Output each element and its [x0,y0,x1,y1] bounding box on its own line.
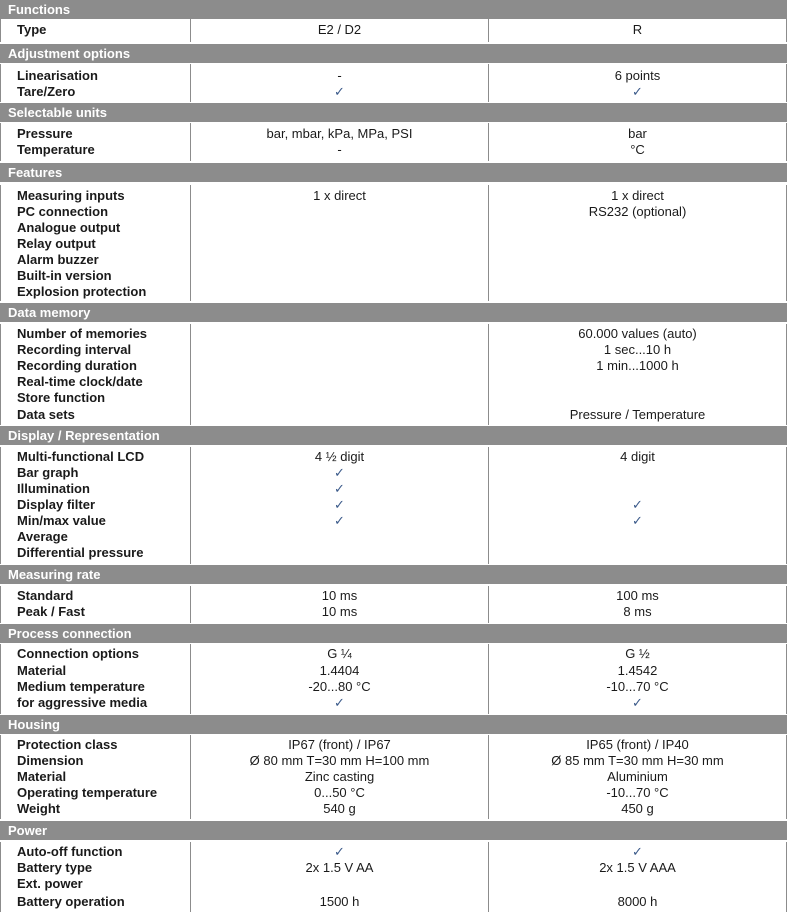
section-header: Functions [0,0,787,19]
e2-d2-column [191,19,489,42]
row-value: -20...80 °C [308,679,371,694]
checkmark-icon: ✓ [334,513,345,528]
section-body [0,586,787,623]
section-header: Measuring rate [0,565,787,584]
e2-d2-column [191,644,489,714]
label-column [1,447,191,564]
section-header: Adjustment options [0,44,787,63]
row-value: -10...70 °C [606,785,669,800]
section-header: Data memory [0,303,787,322]
r-column [489,447,786,564]
checkmark-icon: ✓ [334,465,345,480]
row-label: Type [17,22,47,37]
row-label: Linearisation [17,68,98,83]
row-value: 1.4404 [319,663,360,678]
r-column [489,19,786,42]
row-label: Average [17,529,68,544]
row-label: Operating temperature [17,785,158,800]
row-label: Real-time clock/date [17,374,143,389]
row-value: 1 min...1000 h [596,358,679,373]
row-label: Connection options [17,646,140,661]
section-header: Process connection [0,624,787,643]
checkmark-icon: ✓ [334,695,345,710]
section-header: Selectable units [0,103,787,122]
row-value: 4 ½ digit [314,449,365,464]
row-label: Protection class [17,737,118,752]
row-value: RS232 (optional) [588,204,687,219]
checkmark-icon: ✓ [334,844,345,859]
row-value: Pressure / Temperature [569,407,706,422]
row-label: Number of memories [17,326,148,341]
row-label: Auto-off function [17,844,123,859]
row-value: -10...70 °C [606,679,669,694]
row-value: G ¼ [327,646,352,661]
section-header: Features [0,163,787,182]
row-value: bar [628,126,647,141]
row-value: 4 digit [620,449,655,464]
label-column [1,185,191,301]
section-body [0,123,787,161]
row-value: IP65 (front) / IP40 [586,737,689,752]
row-label: Material [17,769,67,784]
row-value: 8 ms [623,604,652,619]
row-value: 8000 h [617,894,658,909]
r-column [489,644,786,714]
row-value: R [632,22,643,37]
row-value: 1 sec...10 h [603,342,672,357]
row-label: Alarm buzzer [17,252,99,267]
row-label: Measuring inputs [17,188,125,203]
e2-d2-column [191,185,489,301]
row-value: 450 g [621,801,654,816]
row-label: Tare/Zero [17,84,76,99]
row-value: 60.000 values (auto) [578,326,697,341]
row-value: 0...50 °C [314,785,365,800]
row-label: Battery type [17,860,93,875]
label-column [1,324,191,425]
row-value: Ø 80 mm T=30 mm H=100 mm [249,753,430,768]
section-body [0,19,787,42]
row-value: 1 x direct [313,188,366,203]
row-label: Standard [17,588,74,603]
section-header: Housing [0,715,787,734]
row-label: Medium temperature [17,679,145,694]
e2-d2-column [191,324,489,425]
row-value: °C [630,142,645,157]
row-value: 540 g [323,801,356,816]
section-body [0,324,787,425]
row-label: Peak / Fast [17,604,85,619]
e2-d2-column [191,842,489,912]
row-label: Bar graph [17,465,79,480]
section-body [0,447,787,564]
row-value: 2x 1.5 V AAA [599,860,676,875]
section-header: Power [0,821,787,840]
label-column [1,735,191,819]
row-label: Multi-functional LCD [17,449,145,464]
row-label: Differential pressure [17,545,144,560]
label-column [1,586,191,623]
row-label: Illumination [17,481,90,496]
row-value: 1 x direct [611,188,664,203]
row-label: Temperature [17,142,95,157]
row-label: Pressure [17,126,73,141]
row-label: Recording interval [17,342,132,357]
r-column [489,64,786,102]
checkmark-icon: ✓ [632,695,643,710]
row-label: for aggressive media [17,695,148,710]
row-value: E2 / D2 [317,22,362,37]
checkmark-icon: ✓ [334,84,345,99]
checkmark-icon: ✓ [632,513,643,528]
e2-d2-column [191,447,489,564]
section-body [0,735,787,819]
row-label: Min/max value [17,513,106,528]
r-column [489,324,786,425]
row-value: 1500 h [319,894,360,909]
row-value: 1.4542 [617,663,658,678]
checkmark-icon: ✓ [632,84,643,99]
row-value: bar, mbar, kPa, MPa, PSI [266,126,413,141]
label-column [1,644,191,714]
row-value: - [337,142,342,157]
row-value: G ½ [625,646,650,661]
row-label: Explosion protection [17,284,147,299]
e2-d2-column [191,735,489,819]
row-value: Zinc casting [304,769,375,784]
r-column [489,586,786,623]
row-value: Ø 85 mm T=30 mm H=30 mm [551,753,724,768]
row-label: Built-in version [17,268,112,283]
label-column [1,19,191,42]
row-label: Analogue output [17,220,121,235]
e2-d2-column [191,586,489,623]
section-header: Display / Representation [0,426,787,445]
checkmark-icon: ✓ [632,844,643,859]
row-label: Material [17,663,67,678]
label-column [1,842,191,912]
row-value: 10 ms [321,588,358,603]
row-value: 10 ms [321,604,358,619]
checkmark-icon: ✓ [334,481,345,496]
row-value: IP67 (front) / IP67 [288,737,391,752]
row-value: 2x 1.5 V AA [305,860,374,875]
section-body [0,644,787,714]
section-body [0,64,787,102]
row-label: Ext. power [17,876,83,891]
e2-d2-column [191,123,489,161]
section-body [0,842,787,912]
row-label: Weight [17,801,61,816]
checkmark-icon: ✓ [632,497,643,512]
e2-d2-column [191,64,489,102]
row-value: 100 ms [616,588,659,603]
row-label: PC connection [17,204,109,219]
r-column [489,735,786,819]
row-value: 6 points [614,68,661,83]
r-column [489,842,786,912]
row-label: Display filter [17,497,96,512]
r-column [489,185,786,301]
row-value: - [337,68,342,83]
row-value: Aluminium [607,769,668,784]
checkmark-icon: ✓ [334,497,345,512]
row-label: Dimension [17,753,84,768]
row-label: Data sets [17,407,75,422]
row-label: Recording duration [17,358,137,373]
row-label: Store function [17,390,106,405]
row-label: Battery operation [17,894,125,909]
label-column [1,64,191,102]
label-column [1,123,191,161]
r-column [489,123,786,161]
row-label: Relay output [17,236,96,251]
section-body [0,185,787,301]
